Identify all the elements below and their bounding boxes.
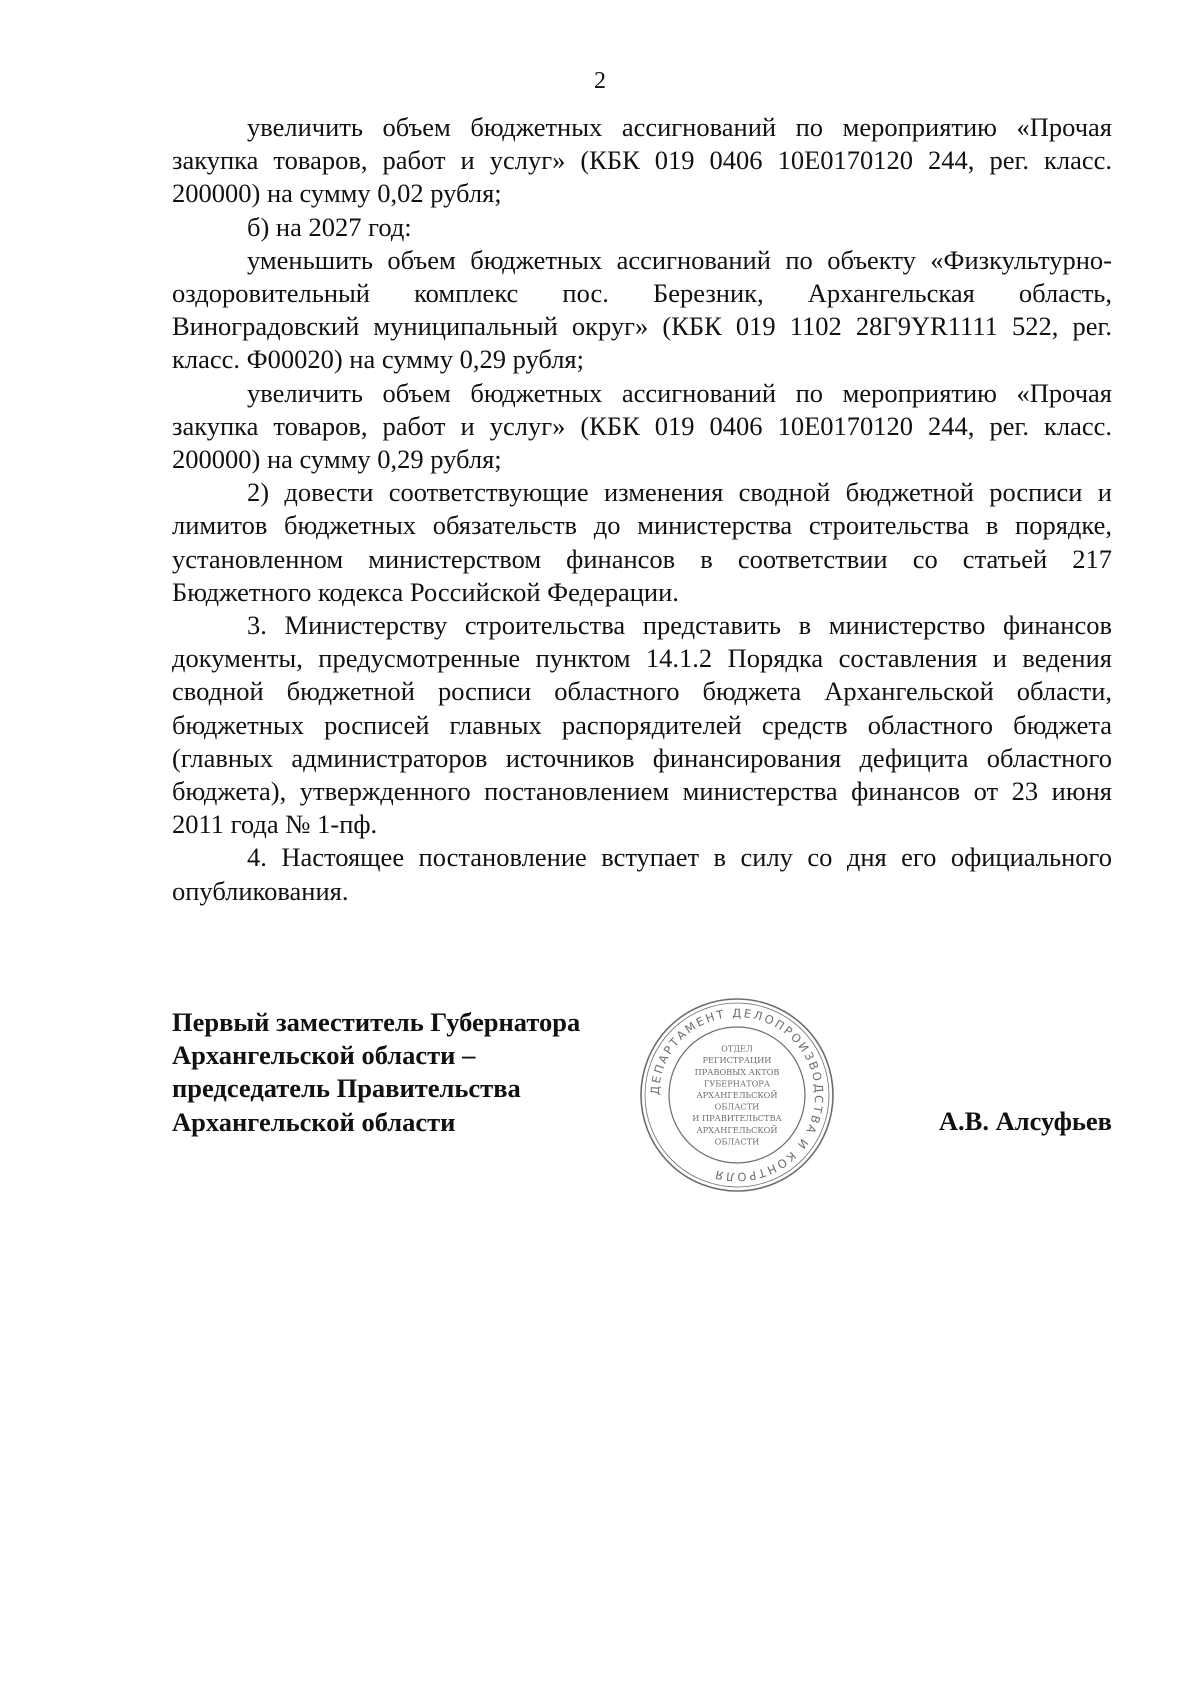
seal-center-line: АРХАНГЕЛЬСКОЙ — [696, 1124, 778, 1135]
signature-title — [172, 1006, 580, 1139]
official-seal-stamp — [637, 995, 837, 1195]
signature-title-line: Первый заместитель Губернатора — [172, 1007, 581, 1037]
seal-center-line: ОБЛАСТИ — [714, 1101, 760, 1112]
seal-center-text — [692, 1044, 782, 1147]
paragraph-decrease-2027: уменьшить объем бюджетных ассигнований по объекту «Физкультурно-оздоровительный комплекс пос. Березник, Архангельская область, Виноградовский муниципальный округ» (КБК 019 1102 28Г9YR1111 522, рег. класс. Ф00020) на сумму 0,29 рубля; — [172, 244, 1112, 375]
seal-center-line: АРХАНГЕЛЬСКОЙ — [696, 1090, 778, 1100]
seal-center-line: РЕГИСТРАЦИИ — [702, 1055, 772, 1066]
paragraph-item-3: 3. Министерству строительства представить в министерство финансов документы, предусмотренные пунктом 14.1.2 Порядка составления и ведения сводной бюджетной росписи областного бюджета Архангельской области, бюджетных росписей главных распорядителей средств областного бюджета (главных администраторов источников финансирования дефицита областного бюджета), утвержденного постановлением министерства финансов от 23 июня 2011 года № 1-пф. — [172, 610, 1112, 840]
seal-center-line: ПРАВОВЫХ АКТОВ — [694, 1066, 780, 1077]
signature-title-line: Архангельской области – — [172, 1040, 476, 1071]
seal-ring-text: ДЕПАРТАМЕНТ ДЕЛОПРОИЗВОДСТВА И КОНТРОЛЯ — [647, 1005, 827, 1185]
paragraph-year-2027: б) на 2027 год: — [247, 211, 412, 242]
paragraph-increase-2026: увеличить объем бюджетных ассигнований по мероприятию «Прочая закупка товаров, работ и услуг» (КБК 019 0406 10Е0170120 244, рег. класс. 200000) на сумму 0,02 рубля; — [172, 112, 1112, 209]
seal-center-line: ГУБЕРНАТОРА — [703, 1078, 771, 1089]
paragraph-increase-2027: увеличить объем бюджетных ассигнований по мероприятию «Прочая закупка товаров, работ и услуг» (КБК 019 0406 10Е0170120 244, рег. класс. 200000) на сумму 0,29 рубля; — [172, 377, 1112, 475]
seal-center-line: ОТДЕЛ — [721, 1043, 753, 1054]
signer-name: А.В. Алсуфьев — [938, 1106, 1112, 1136]
document-body — [172, 111, 1112, 908]
seal-center-line: ОБЛАСТИ — [714, 1136, 760, 1147]
page-number: 2 — [594, 68, 606, 94]
signature-title-line: председатель Правительства — [172, 1073, 521, 1104]
seal-center-line: И ПРАВИТЕЛЬСТВА — [692, 1113, 782, 1124]
seal-graphic — [637, 995, 837, 1195]
signature-title-line: Архангельской области — [172, 1106, 456, 1137]
paragraph-item-4: 4. Настоящее постановление вступает в силу со дня его официального опубликования. — [172, 842, 1112, 906]
paragraph-item-2: 2) довести соответствующие изменения сводной бюджетной росписи и лимитов бюджетных обязательств до министерства строительства в порядке, установленном министерством финансов в соответствии со статьей 217 Бюджетного кодекса Российской Федерации. — [172, 477, 1112, 607]
